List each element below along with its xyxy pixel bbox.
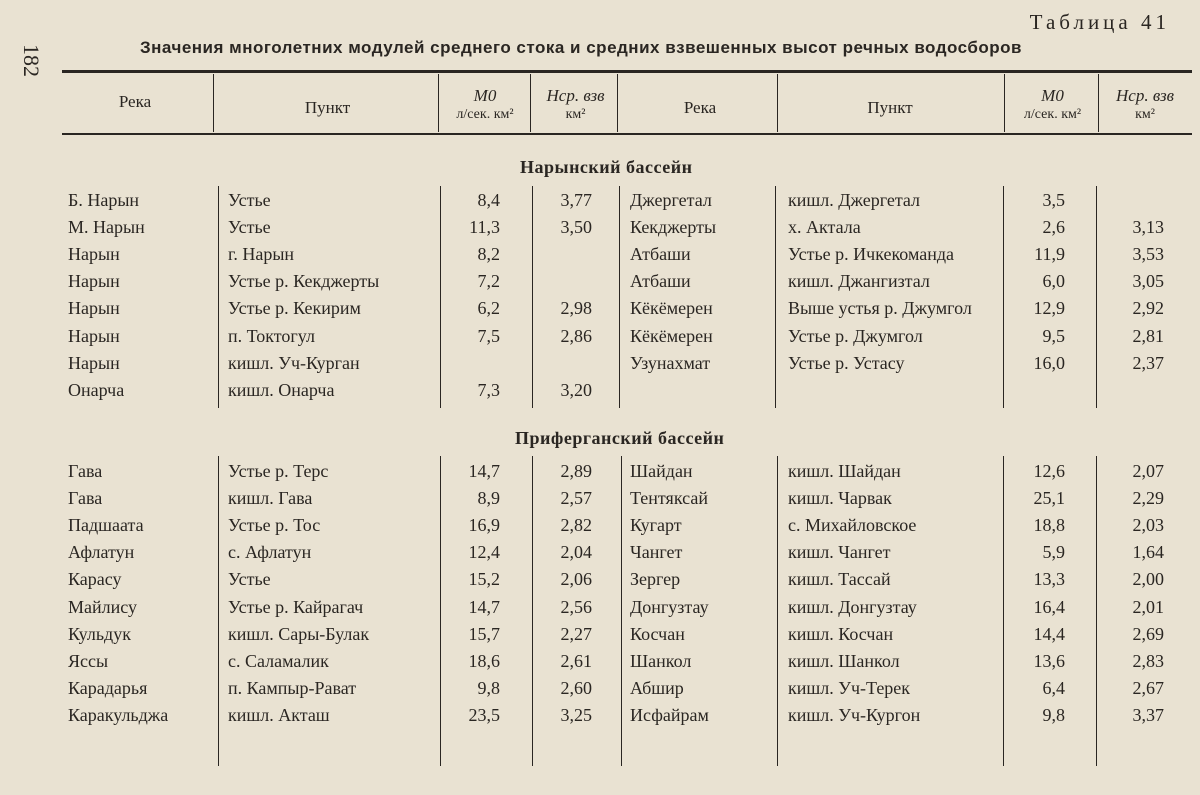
header-rule — [62, 133, 1192, 135]
table-cell-h1: 2,98 — [560, 298, 592, 319]
table-cell-m2: 16,4 — [1033, 596, 1065, 617]
table-cell-point1: Устье — [228, 569, 271, 590]
table-cell-river1: Нарын — [68, 325, 120, 346]
table-cell-h1: 3,25 — [560, 704, 592, 725]
section-title-naryn: Нарынский бассейн — [520, 157, 693, 177]
header-m0-1 — [440, 86, 530, 124]
table-cell-h1: 2,27 — [560, 623, 592, 644]
header-m0-unit: л/сек. км² — [456, 107, 514, 122]
table-cell-river1: Нарын — [68, 271, 120, 292]
table-cell-h1: 2,86 — [560, 325, 592, 346]
table-cell-river2: Шайдан — [630, 461, 693, 481]
table-cell-point2: кишл. Джангизтал — [788, 271, 930, 292]
table-cell-h1: 2,82 — [560, 515, 592, 536]
table-cell-point2: Устье р. Ичкекоманда — [788, 244, 954, 265]
table-cell-river2: Абшир — [630, 677, 684, 698]
table-cell-point2: Устье р. Джумгол — [788, 325, 923, 346]
table-cell-point2: кишл. Шанкол — [788, 650, 900, 671]
table-cell-point2: Выше устья р. Джумгол — [788, 298, 972, 319]
header-h-1 — [533, 86, 618, 124]
body-divider — [777, 456, 778, 766]
table-cell-h2: 2,00 — [1132, 569, 1164, 590]
header-divider — [530, 74, 531, 132]
header-m0-unit-2: л/сек. км² — [1023, 107, 1082, 122]
table-cell-h1: 3,20 — [560, 379, 592, 400]
table-cell-h2: 3,37 — [1132, 704, 1164, 725]
table-cell-m2: 3,5 — [1042, 190, 1065, 210]
header-divider — [777, 74, 778, 132]
table-cell-h1: 2,04 — [560, 542, 592, 563]
table-cell-point2: кишл. Чарвак — [788, 488, 892, 509]
header-h-unit: км² — [565, 107, 586, 122]
header-h-unit-2: км² — [1135, 107, 1155, 122]
table-cell-river2: Кекджерты — [630, 217, 717, 238]
table-cell-h1: 3,77 — [560, 190, 592, 210]
table-cell-point2: кишл. Уч-Терек — [788, 677, 911, 698]
table-cell-point2: Устье р. Устасу — [788, 352, 905, 373]
body-divider — [218, 456, 219, 766]
body-divider — [775, 186, 776, 408]
header-river-1: Река — [118, 92, 152, 111]
table-cell-point1: кишл. Сары-Булак — [228, 623, 370, 644]
table-cell-river2: Исфайрам — [630, 704, 709, 725]
table-cell-river1: Гава — [68, 461, 103, 481]
header-divider — [213, 74, 214, 132]
table-cell-point2: кишл. Донгузтау — [788, 596, 917, 617]
table-cell-m1: 8,2 — [477, 244, 500, 265]
table-cell-point1: Устье р. Кекирим — [228, 298, 361, 319]
table-cell-h1: 2,57 — [560, 488, 592, 509]
top-rule — [62, 70, 1192, 73]
table-cell-river1: Афлатун — [68, 542, 135, 563]
table-cell-h2: 2,03 — [1132, 515, 1164, 536]
table-cell-m2: 25,1 — [1033, 488, 1065, 509]
table-cell-river2: Чангет — [630, 542, 683, 563]
table-cell-m2: 6,0 — [1042, 271, 1065, 292]
table-cell-m1: 14,7 — [468, 596, 500, 617]
header-divider — [1098, 74, 1099, 132]
table-cell-point2: с. Михайловское — [788, 515, 917, 536]
body-divider — [218, 186, 219, 408]
table-cell-point2: кишл. Уч-Кургон — [788, 704, 921, 725]
table-cell-h2: 2,29 — [1132, 488, 1164, 509]
table-cell-river1: М. Нарын — [68, 217, 145, 238]
table-cell-m1: 7,2 — [477, 271, 500, 292]
table-cell-h1: 2,56 — [560, 596, 592, 617]
table-cell-river1: Карасу — [68, 569, 122, 590]
header-divider — [1004, 74, 1005, 132]
table-cell-m1: 16,9 — [468, 515, 500, 536]
table-cell-m2: 18,8 — [1033, 515, 1065, 536]
table-cell-point1: Устье — [228, 190, 271, 210]
table-cell-m1: 11,3 — [469, 217, 500, 238]
header-m0-symbol-2: M0 — [1041, 86, 1064, 105]
table-cell-m2: 13,3 — [1033, 569, 1065, 590]
table-cell-m2: 14,4 — [1033, 623, 1065, 644]
table-cell-river1: Яссы — [68, 650, 109, 671]
table-cell-point1: кишл. Акташ — [228, 704, 330, 725]
table-cell-m2: 5,9 — [1042, 542, 1065, 563]
table-cell-m2: 6,4 — [1042, 677, 1065, 698]
table-cell-point1: п. Кампыр-Рават — [228, 677, 357, 698]
table-cell-m1: 14,7 — [468, 461, 500, 481]
table-cell-river1: Падшаата — [68, 515, 144, 536]
header-h-symbol-2: Hср. взв — [1116, 86, 1174, 105]
table-cell-river2: Узунахмат — [630, 352, 711, 373]
table-cell-point2: кишл. Косчан — [788, 623, 894, 644]
table-cell-h2: 2,67 — [1132, 677, 1164, 698]
body-divider — [619, 186, 620, 408]
table-cell-river1: Каракульджа — [68, 704, 169, 725]
table-cell-point1: Устье р. Кекджерты — [228, 271, 380, 292]
table-cell-river2: Донгузтау — [630, 596, 709, 617]
table-cell-river1: Нарын — [68, 244, 120, 265]
table-cell-point1: кишл. Гава — [228, 488, 313, 509]
table-cell-m2: 11,9 — [1034, 244, 1065, 265]
table-cell-river1: Карадарья — [68, 677, 148, 698]
table-cell-m2: 13,6 — [1033, 650, 1065, 671]
table-cell-h1: 2,61 — [560, 650, 592, 671]
table-cell-river2: Джергетал — [630, 190, 712, 210]
table-cell-m1: 9,8 — [477, 677, 500, 698]
table-cell-point2: кишл. Джергетал — [788, 190, 921, 210]
table-cell-point1: Устье р. Тос — [228, 515, 321, 536]
table-cell-m1: 15,7 — [468, 623, 500, 644]
table-cell-river2: Кёкёмерен — [630, 298, 713, 319]
table-cell-river1: Майлису — [68, 596, 137, 617]
table-cell-point2: х. Актала — [788, 217, 861, 238]
table-cell-river2: Тентяксай — [630, 488, 708, 509]
table-cell-m1: 23,5 — [468, 704, 500, 725]
header-point-2: Пункт — [867, 98, 913, 117]
page-number: 182 — [19, 44, 44, 77]
table-cell-h2: 2,69 — [1132, 623, 1164, 644]
table-cell-h2: 3,13 — [1132, 217, 1164, 238]
table-cell-river2: Кугарт — [630, 515, 682, 536]
table-cell-point1: Устье р. Кайрагач — [228, 596, 364, 617]
table-cell-river2: Атбаши — [630, 271, 691, 292]
table-cell-m1: 6,2 — [477, 298, 500, 319]
header-river-2: Река — [683, 98, 717, 117]
table-cell-m2: 9,5 — [1042, 325, 1065, 346]
table-cell-h1: 2,89 — [560, 461, 592, 481]
table-cell-h2: 2,01 — [1132, 596, 1164, 617]
section-title-fergana: Приферганский бассейн — [515, 428, 725, 448]
table-cell-h2: 3,05 — [1132, 271, 1164, 292]
table-cell-point2: кишл. Шайдан — [788, 461, 901, 481]
header-divider — [438, 74, 439, 132]
table-cell-river2: Шанкол — [630, 650, 692, 671]
table-cell-m1: 8,4 — [477, 190, 500, 210]
table-cell-m2: 12,6 — [1033, 461, 1065, 481]
header-point-1: Пункт — [304, 98, 351, 117]
table-cell-h1: 3,50 — [560, 217, 592, 238]
table-cell-point1: кишл. Уч-Курган — [228, 352, 360, 373]
table-cell-river2: Зергер — [630, 569, 681, 590]
table-cell-point1: Устье — [228, 217, 271, 238]
table-cell-river1: Гава — [68, 488, 103, 509]
body-divider — [621, 456, 622, 766]
table-cell-m2: 16,0 — [1033, 352, 1065, 373]
table-cell-point1: п. Токтогул — [228, 325, 315, 346]
table-cell-river2: Кёкёмерен — [630, 325, 713, 346]
table-cell-h2: 2,37 — [1132, 352, 1164, 373]
table-cell-h1: 2,60 — [560, 677, 592, 698]
table-cell-point1: с. Афлатун — [228, 542, 312, 563]
header-m0-symbol: M0 — [473, 86, 497, 105]
table-cell-river1: Нарын — [68, 352, 120, 373]
table-cell-m1: 18,6 — [468, 650, 500, 671]
table-cell-m1: 12,4 — [468, 542, 500, 563]
table-cell-h2: 2,83 — [1132, 650, 1164, 671]
table-cell-m1: 7,3 — [477, 379, 500, 400]
table-cell-h2: 2,92 — [1132, 298, 1164, 319]
table-cell-point2: кишл. Чангет — [788, 542, 891, 563]
table-cell-h1: 2,06 — [560, 569, 592, 590]
table-title: Значения многолетних модулей среднего стока и средних взвешенных высот речных водосборов — [140, 38, 1022, 57]
table-cell-river1: Б. Нарын — [68, 190, 140, 210]
table-cell-h2: 3,53 — [1132, 244, 1164, 265]
table-cell-river1: Нарын — [68, 298, 120, 319]
table-cell-m1: 8,9 — [477, 488, 500, 509]
table-cell-m1: 15,2 — [468, 569, 500, 590]
header-divider — [617, 74, 618, 132]
table-cell-point1: Устье р. Терс — [228, 461, 329, 481]
table-cell-h2: 2,07 — [1132, 461, 1164, 481]
table-label: Таблица 41 — [1029, 10, 1170, 34]
table-cell-point2: кишл. Тассай — [788, 569, 891, 590]
header-h-symbol: Hср. взв — [546, 86, 605, 105]
table-cell-m2: 2,6 — [1042, 217, 1065, 238]
table-cell-m2: 12,9 — [1033, 298, 1065, 319]
table-cell-m1: 7,5 — [477, 325, 500, 346]
header-m0-2 — [1005, 86, 1100, 124]
table-cell-river2: Косчан — [630, 623, 685, 644]
table-cell-point1: кишл. Онарча — [228, 379, 335, 400]
table-cell-point1: с. Саламалик — [228, 650, 329, 671]
table-cell-h2: 1,64 — [1132, 542, 1164, 563]
table-cell-point1: г. Нарын — [228, 244, 295, 265]
header-h-2 — [1100, 86, 1190, 124]
table-cell-river1: Онарча — [68, 379, 125, 400]
table-cell-river2: Атбаши — [630, 244, 691, 265]
table-cell-river1: Кульдук — [68, 623, 131, 644]
table-cell-h2: 2,81 — [1132, 325, 1164, 346]
table-cell-m2: 9,8 — [1042, 704, 1065, 725]
